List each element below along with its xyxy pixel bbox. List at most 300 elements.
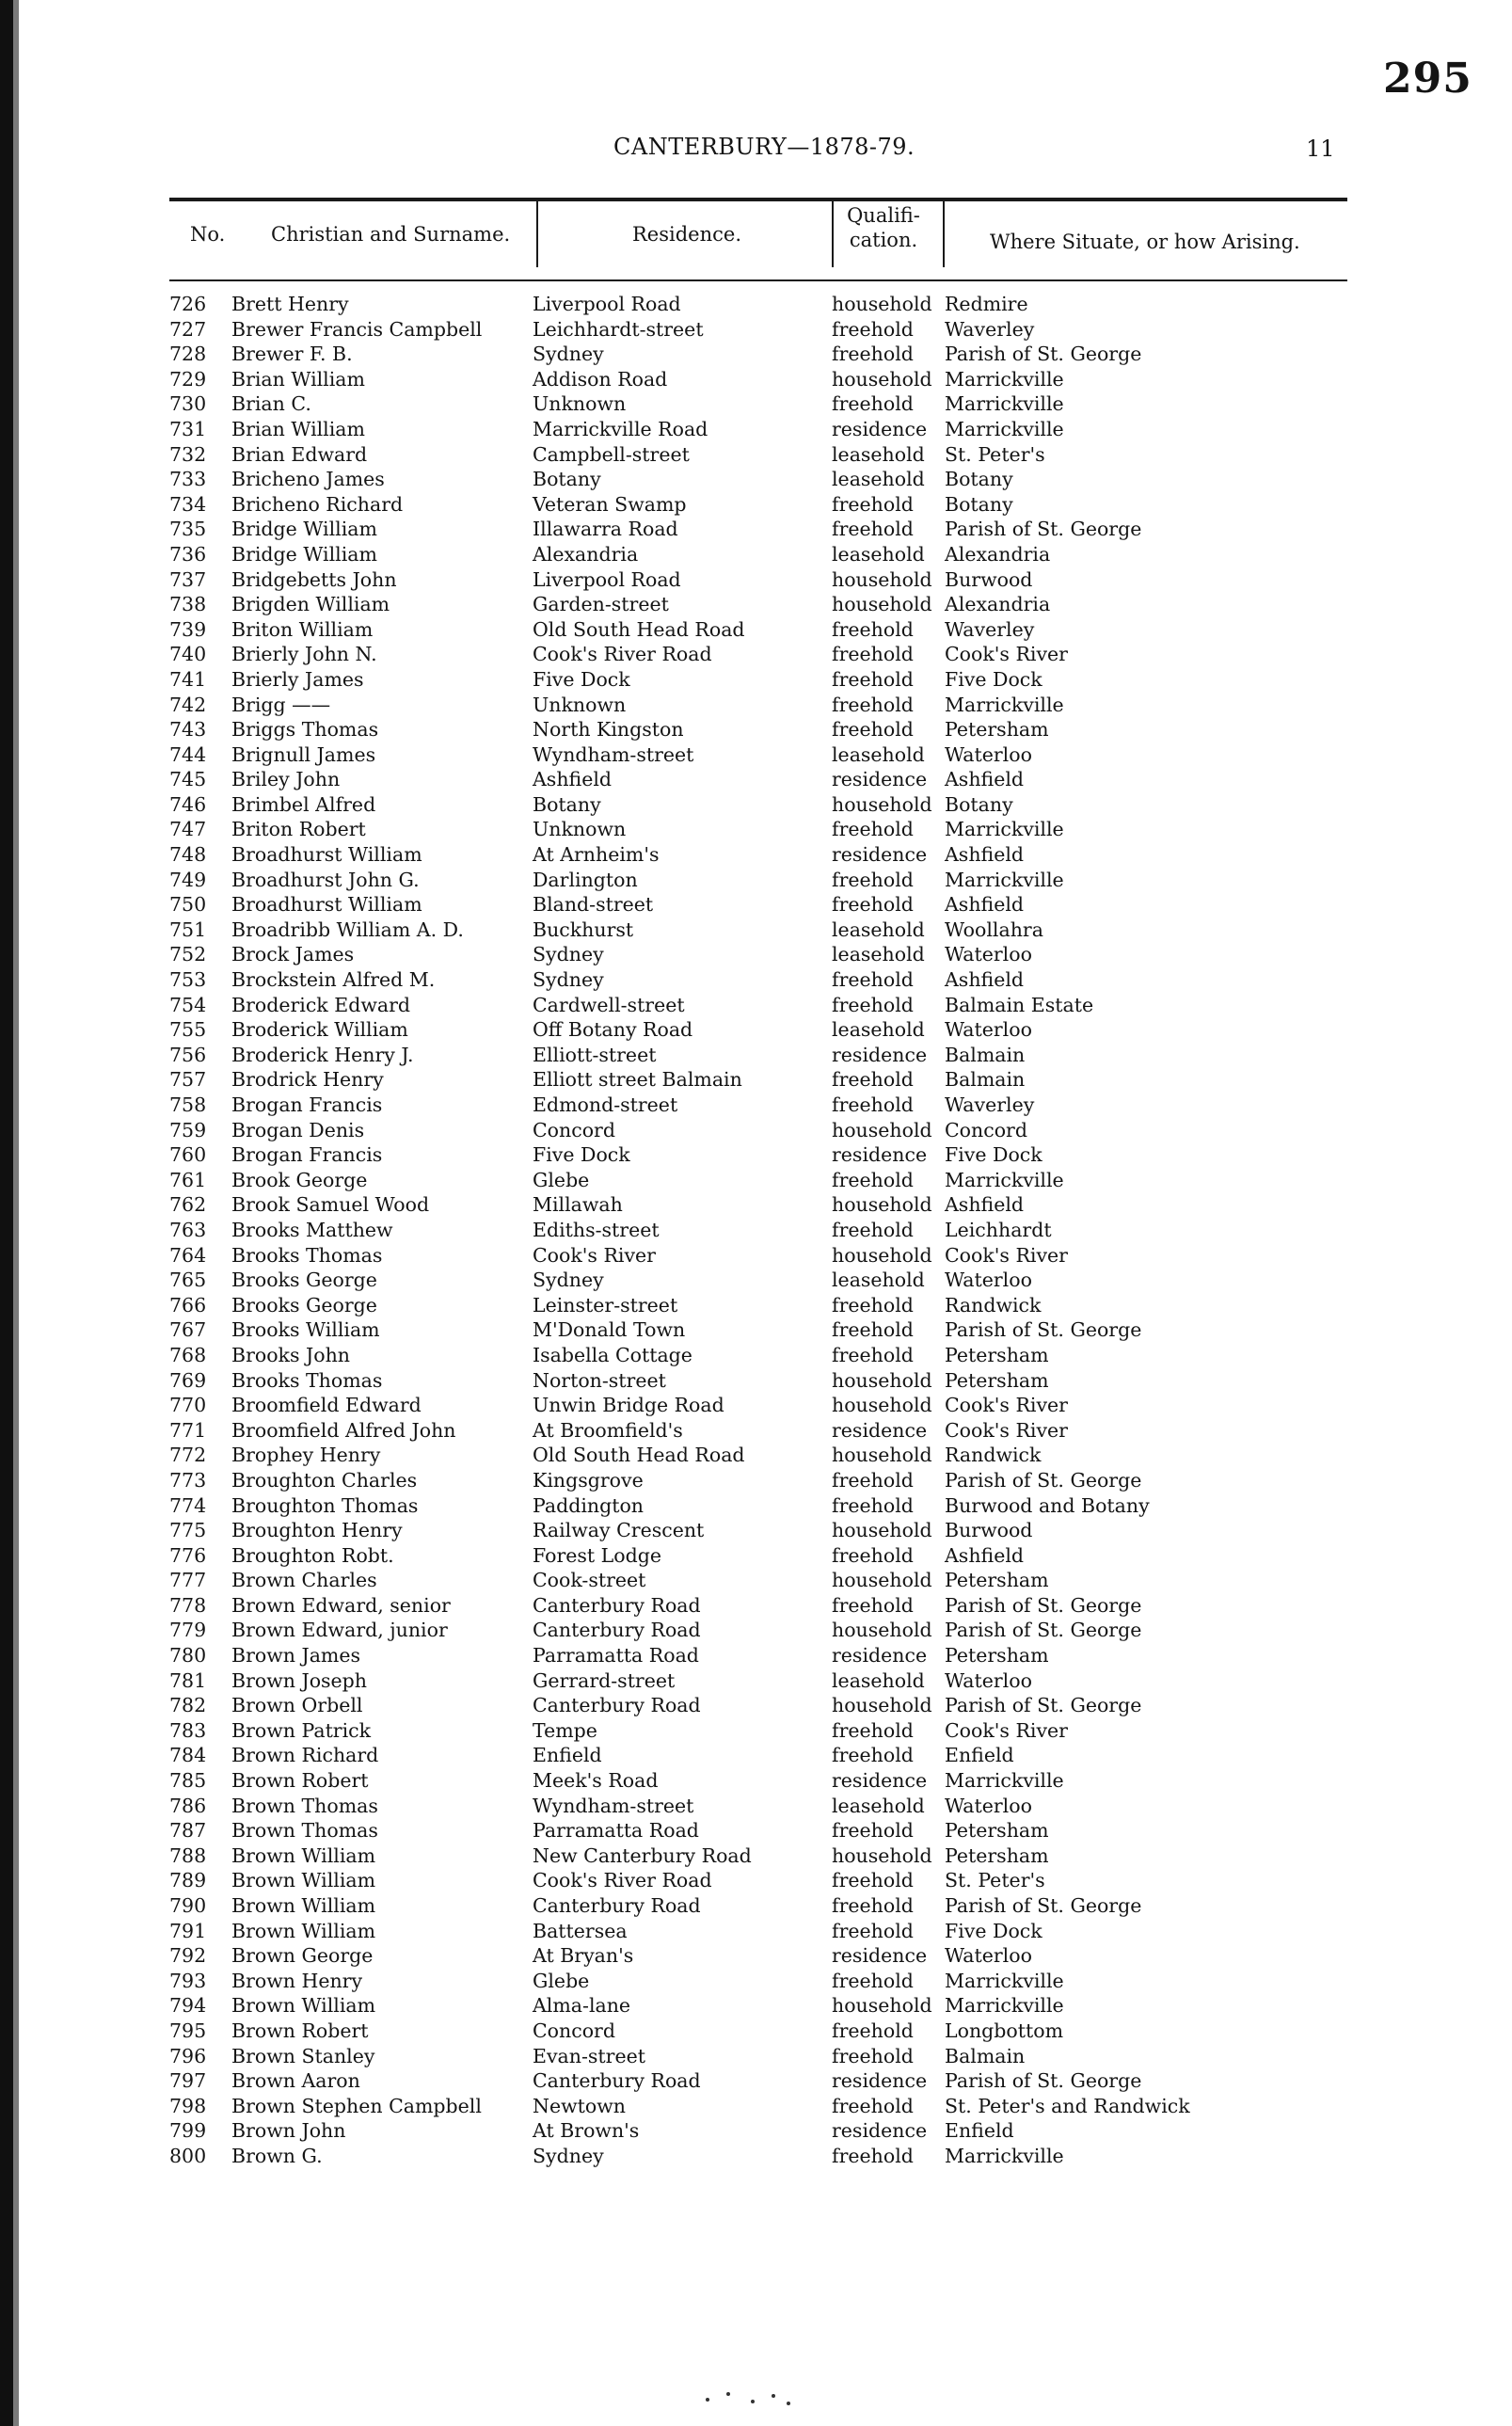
row-where-situate: Ashfield [945,968,1025,992]
row-where-situate: Five Dock [945,1919,1042,1942]
row-where-situate: Balmain [945,1043,1026,1066]
row-residence: Meek's Road [533,1769,659,1793]
row-where-situate: Waverley [945,617,1035,641]
row-qualification: freehold [832,1468,914,1492]
row-where-situate: Ashfield [945,768,1025,791]
table-row [0,1818,1512,1843]
table-row [0,892,1512,918]
row-residence: Concord [533,1118,615,1141]
header-where: Where Situate, or how Arising. [990,231,1300,253]
row-qualification: residence [832,843,928,867]
row-qualification: freehold [832,518,914,541]
row-qualification: residence [832,1944,928,1968]
row-number: 793 [169,1969,207,1992]
row-where-situate: Parish of St. George [945,1894,1142,1917]
row-residence: Addison Road [533,367,668,391]
row-residence: Canterbury Road [533,2069,701,2093]
sheet-number: 11 [1306,136,1335,162]
row-name: Brown Joseph [231,1668,368,1692]
row-where-situate: Parish of St. George [945,343,1142,366]
row-name: Brian William [231,367,365,391]
row-residence: Wyndham-street [533,742,694,766]
row-where-situate: Waterloo [945,1794,1032,1817]
row-where-situate: Randwick [945,1444,1042,1467]
row-name: Brown Stanley [231,2044,375,2067]
row-number: 757 [169,1068,207,1092]
row-name: Brown John [231,2119,346,2143]
row-name: Broomfield Edward [231,1394,422,1417]
row-number: 778 [169,1593,207,1617]
row-name: Brierly John N. [231,643,377,666]
row-residence: Elliott street Balmain [533,1068,742,1092]
table-row [0,1192,1512,1218]
table-row [0,2019,1512,2044]
table-row [0,1243,1512,1269]
row-where-situate: Waterloo [945,742,1032,766]
table-row [0,367,1512,392]
row-number: 787 [169,1819,207,1843]
row-qualification: freehold [832,1343,914,1366]
row-name: Brown Edward, junior [231,1619,448,1642]
row-where-situate: Burwood and Botany [945,1493,1150,1517]
row-qualification: freehold [832,1593,914,1617]
row-number: 774 [169,1493,207,1517]
row-qualification: household [832,792,932,816]
row-where-situate: Ashfield [945,843,1025,867]
table-row [0,1468,1512,1493]
header-column-divider [943,200,945,267]
row-number: 777 [169,1569,207,1592]
register-table-body [0,292,1512,2169]
table-row [0,1943,1512,1969]
row-number: 759 [169,1118,207,1141]
row-where-situate: Parish of St. George [945,2069,1142,2093]
table-row [0,842,1512,868]
row-residence: Sydney [533,968,604,992]
row-number: 755 [169,1018,207,1042]
row-where-situate: Waverley [945,317,1035,341]
row-name: Brown James [231,1644,361,1668]
row-residence: Sydney [533,2144,604,2167]
row-number: 747 [169,818,207,841]
row-qualification: residence [832,2069,928,2093]
row-name: Briggs Thomas [231,718,379,742]
row-number: 800 [169,2144,207,2167]
row-residence: Botany [533,792,601,816]
row-qualification: freehold [832,492,914,516]
row-residence: Elliott-street [533,1043,657,1066]
row-qualification: freehold [832,993,914,1016]
row-number: 785 [169,1769,207,1793]
table-row [0,767,1512,792]
row-qualification: leasehold [832,943,925,966]
header-top-rule [169,198,1347,201]
table-row [0,1368,1512,1394]
row-where-situate: Longbottom [945,2019,1064,2042]
row-qualification: leasehold [832,1018,925,1042]
row-residence: Tempe [533,1718,597,1742]
row-qualification: household [832,1619,932,1642]
row-name: Brown Patrick [231,1718,372,1742]
row-qualification: household [832,1994,932,2018]
row-qualification: freehold [832,818,914,841]
row-where-situate: Enfield [945,2119,1014,2143]
row-where-situate: Cook's River [945,1718,1068,1742]
row-number: 768 [169,1343,207,1366]
row-residence: Cook's River [533,1243,656,1267]
row-name: Broomfield Alfred John [231,1418,456,1442]
row-name: Brown Robert [231,1769,369,1793]
row-number: 799 [169,2119,207,2143]
row-number: 753 [169,968,207,992]
row-where-situate: Cook's River [945,1418,1068,1442]
row-qualification: residence [832,768,928,791]
row-name: Briton William [231,617,374,641]
table-row [0,1268,1512,1293]
row-residence: Battersea [533,1919,628,1942]
row-number: 735 [169,518,207,541]
row-residence: Ediths-street [533,1218,660,1241]
row-qualification: household [832,1444,932,1467]
row-name: Brown Henry [231,1969,363,1992]
header-column-divider [536,200,538,267]
row-residence: Liverpool Road [533,567,681,591]
table-row [0,1794,1512,1819]
row-where-situate: Waterloo [945,1018,1032,1042]
row-number: 727 [169,317,207,341]
row-number: 762 [169,1193,207,1217]
row-residence: Unknown [533,693,627,716]
row-qualification: freehold [832,1869,914,1892]
row-where-situate: Parish of St. George [945,1694,1142,1717]
row-residence: Canterbury Road [533,1694,701,1717]
row-where-situate: Balmain [945,2044,1026,2067]
row-where-situate: Botany [945,492,1013,516]
row-residence: Canterbury Road [533,1593,701,1617]
table-row [0,1118,1512,1143]
row-where-situate: Enfield [945,1744,1014,1767]
row-name: Brignull James [231,742,376,766]
row-residence: Unknown [533,392,627,416]
table-row [0,642,1512,667]
row-where-situate: Ashfield [945,1543,1025,1567]
row-residence: Glebe [533,1969,590,1992]
row-qualification: freehold [832,2094,914,2117]
row-residence: Buckhurst [533,918,634,941]
page-number: 295 [1383,55,1472,103]
table-row [0,1493,1512,1519]
row-number: 761 [169,1168,207,1191]
row-residence: Alma-lane [533,1994,631,2018]
row-number: 790 [169,1894,207,1917]
table-row [0,1418,1512,1444]
table-row [0,1067,1512,1093]
row-residence: Off Botany Road [533,1018,693,1042]
row-residence: Ashfield [533,768,613,791]
row-residence: Leinster-street [533,1293,678,1317]
row-number: 798 [169,2094,207,2117]
row-name: Broderick Edward [231,993,411,1016]
table-row [0,2094,1512,2119]
row-number: 772 [169,1444,207,1467]
row-residence: M'Donald Town [533,1318,686,1342]
row-where-situate: Parish of St. George [945,518,1142,541]
row-name: Brook Samuel Wood [231,1193,430,1217]
row-residence: Millawah [533,1193,623,1217]
table-row [0,567,1512,593]
row-where-situate: Petersham [945,718,1049,742]
table-row [0,391,1512,417]
row-name: Bridgebetts John [231,567,397,591]
row-qualification: household [832,1519,932,1542]
row-name: Broadhurst William [231,893,422,917]
row-qualification: leasehold [832,1668,925,1692]
row-qualification: household [832,1368,932,1392]
row-residence: Illawarra Road [533,518,678,541]
row-number: 766 [169,1293,207,1317]
row-number: 781 [169,1668,207,1692]
table-row [0,1343,1512,1368]
row-qualification: residence [832,1043,928,1066]
row-where-situate: Marrickville [945,1969,1064,1992]
row-qualification: freehold [832,1919,914,1942]
row-number: 733 [169,468,207,491]
header-no: No. [190,223,226,246]
row-residence: Evan-street [533,2044,645,2067]
row-number: 732 [169,442,207,466]
row-residence: Five Dock [533,667,630,691]
row-number: 771 [169,1418,207,1442]
table-row [0,492,1512,518]
row-name: Brogan Denis [231,1118,365,1141]
row-number: 773 [169,1468,207,1492]
row-number: 795 [169,2019,207,2042]
row-name: Broadhurst John G. [231,868,420,891]
table-row [0,417,1512,442]
row-qualification: household [832,567,932,591]
row-name: Brown William [231,1843,376,1867]
row-qualification: household [832,1569,932,1592]
table-row [0,1543,1512,1569]
table-row [0,542,1512,567]
table-row [0,1518,1512,1543]
row-number: 746 [169,792,207,816]
row-name: Brown Aaron [231,2069,360,2093]
row-name: Brogan Francis [231,1143,383,1167]
table-row [0,817,1512,842]
row-residence: At Broomfield's [533,1418,683,1442]
row-name: Broughton Thomas [231,1493,419,1517]
row-qualification: freehold [832,2019,914,2042]
table-row [0,942,1512,967]
row-name: Brodrick Henry [231,1068,384,1092]
row-name: Brian Edward [231,442,368,466]
row-number: 769 [169,1368,207,1392]
row-where-situate: Waverley [945,1093,1035,1116]
row-number: 788 [169,1843,207,1867]
row-qualification: freehold [832,1969,914,1992]
row-residence: Parramatta Road [533,1819,699,1843]
row-number: 756 [169,1043,207,1066]
row-number: 770 [169,1394,207,1417]
row-residence: Alexandria [533,542,639,566]
row-where-situate: Botany [945,468,1013,491]
row-qualification: household [832,1118,932,1141]
row-where-situate: Parish of St. George [945,1593,1142,1617]
row-residence: Marrickville Road [533,417,708,440]
table-row [0,1919,1512,1944]
row-name: Brown Charles [231,1569,377,1592]
row-where-situate: Burwood [945,567,1033,591]
row-qualification: freehold [832,1068,914,1092]
row-name: Brooks Matthew [231,1218,393,1241]
row-name: Brockstein Alfred M. [231,968,436,992]
row-residence: At Arnheim's [533,843,660,867]
table-row [0,1293,1512,1318]
row-where-situate: Petersham [945,1368,1049,1392]
row-name: Brigg —— [231,693,331,716]
row-name: Brogan Francis [231,1093,383,1116]
row-where-situate: Parish of St. George [945,1468,1142,1492]
row-name: Brown Stephen Campbell [231,2094,482,2117]
row-name: Broughton Charles [231,1468,418,1492]
table-row [0,1693,1512,1718]
table-row [0,1718,1512,1744]
table-row [0,317,1512,343]
table-row [0,617,1512,643]
row-where-situate: Marrickville [945,818,1064,841]
row-name: Brown Richard [231,1744,379,1767]
row-number: 794 [169,1994,207,2018]
row-residence: Cook-street [533,1569,646,1592]
row-where-situate: Cook's River [945,643,1068,666]
scan-specks [696,2390,819,2409]
row-name: Brooks John [231,1343,350,1366]
row-name: Brooks George [231,1269,377,1292]
table-row [0,1593,1512,1619]
row-where-situate: Petersham [945,1343,1049,1366]
row-name: Brooks William [231,1318,380,1342]
row-qualification: freehold [832,1894,914,1917]
row-number: 741 [169,667,207,691]
row-where-situate: Balmain Estate [945,993,1094,1016]
row-name: Brown Thomas [231,1819,378,1843]
row-where-situate: Marrickville [945,1769,1064,1793]
table-row [0,1643,1512,1668]
table-row [0,1168,1512,1193]
table-row [0,1093,1512,1118]
row-qualification: residence [832,1769,928,1793]
row-name: Bridge William [231,542,377,566]
row-name: Brook George [231,1168,368,1191]
row-where-situate: Marrickville [945,417,1064,440]
row-where-situate: Burwood [945,1519,1033,1542]
row-residence: Edmond-street [533,1093,678,1116]
table-row [0,592,1512,617]
row-number: 792 [169,1944,207,1968]
header-residence: Residence. [632,223,741,246]
table-row [0,1993,1512,2019]
table-row [0,993,1512,1018]
row-residence: Sydney [533,343,604,366]
table-row [0,1043,1512,1068]
row-qualification: freehold [832,392,914,416]
row-residence: Unknown [533,818,627,841]
row-qualification: residence [832,417,928,440]
row-residence: Concord [533,2019,615,2042]
row-residence: Canterbury Road [533,1619,701,1642]
row-number: 760 [169,1143,207,1167]
row-where-situate: Marrickville [945,392,1064,416]
row-name: Brown William [231,1919,376,1942]
row-number: 763 [169,1218,207,1241]
row-qualification: freehold [832,2044,914,2067]
table-row [0,792,1512,818]
row-number: 745 [169,768,207,791]
row-qualification: household [832,593,932,616]
row-number: 734 [169,492,207,516]
row-residence: Railway Crescent [533,1519,705,1542]
row-qualification: freehold [832,1093,914,1116]
table-row [0,467,1512,492]
row-where-situate: Petersham [945,1843,1049,1867]
row-where-situate: Marrickville [945,2144,1064,2167]
table-row [0,1142,1512,1168]
row-where-situate: Marrickville [945,1994,1064,2018]
row-number: 797 [169,2069,207,2093]
row-qualification: freehold [832,1493,914,1517]
row-where-situate: St. Peter's [945,1869,1045,1892]
row-residence: Canterbury Road [533,1894,701,1917]
row-where-situate: Balmain [945,1068,1026,1092]
row-where-situate: Randwick [945,1293,1042,1317]
row-name: Brierly James [231,667,364,691]
table-row [0,2144,1512,2169]
row-number: 738 [169,593,207,616]
row-qualification: freehold [832,343,914,366]
row-name: Brigden William [231,593,390,616]
row-number: 742 [169,693,207,716]
running-title: CANTERBURY—1878-79. [613,134,915,160]
table-row [0,1969,1512,1994]
row-number: 743 [169,718,207,742]
table-row [0,667,1512,693]
row-where-situate: Marrickville [945,693,1064,716]
row-qualification: leasehold [832,468,925,491]
row-where-situate: Woollahra [945,918,1043,941]
table-row [0,2044,1512,2069]
table-row [0,1743,1512,1768]
table-row [0,1893,1512,1919]
row-residence: Sydney [533,943,604,966]
row-qualification: freehold [832,893,914,917]
row-name: Brown Thomas [231,1794,378,1817]
header-name: Christian and Surname. [271,223,511,246]
row-residence: Leichhardt-street [533,317,704,341]
row-qualification: freehold [832,667,914,691]
table-row [0,2068,1512,2094]
row-number: 783 [169,1718,207,1742]
row-name: Briley John [231,768,341,791]
row-qualification: household [832,367,932,391]
row-where-situate: Petersham [945,1644,1049,1668]
table-row [0,693,1512,718]
row-residence: Enfield [533,1744,602,1767]
row-qualification: freehold [832,1543,914,1567]
row-qualification: freehold [832,1168,914,1191]
table-row [0,517,1512,542]
row-residence: Sydney [533,1269,604,1292]
